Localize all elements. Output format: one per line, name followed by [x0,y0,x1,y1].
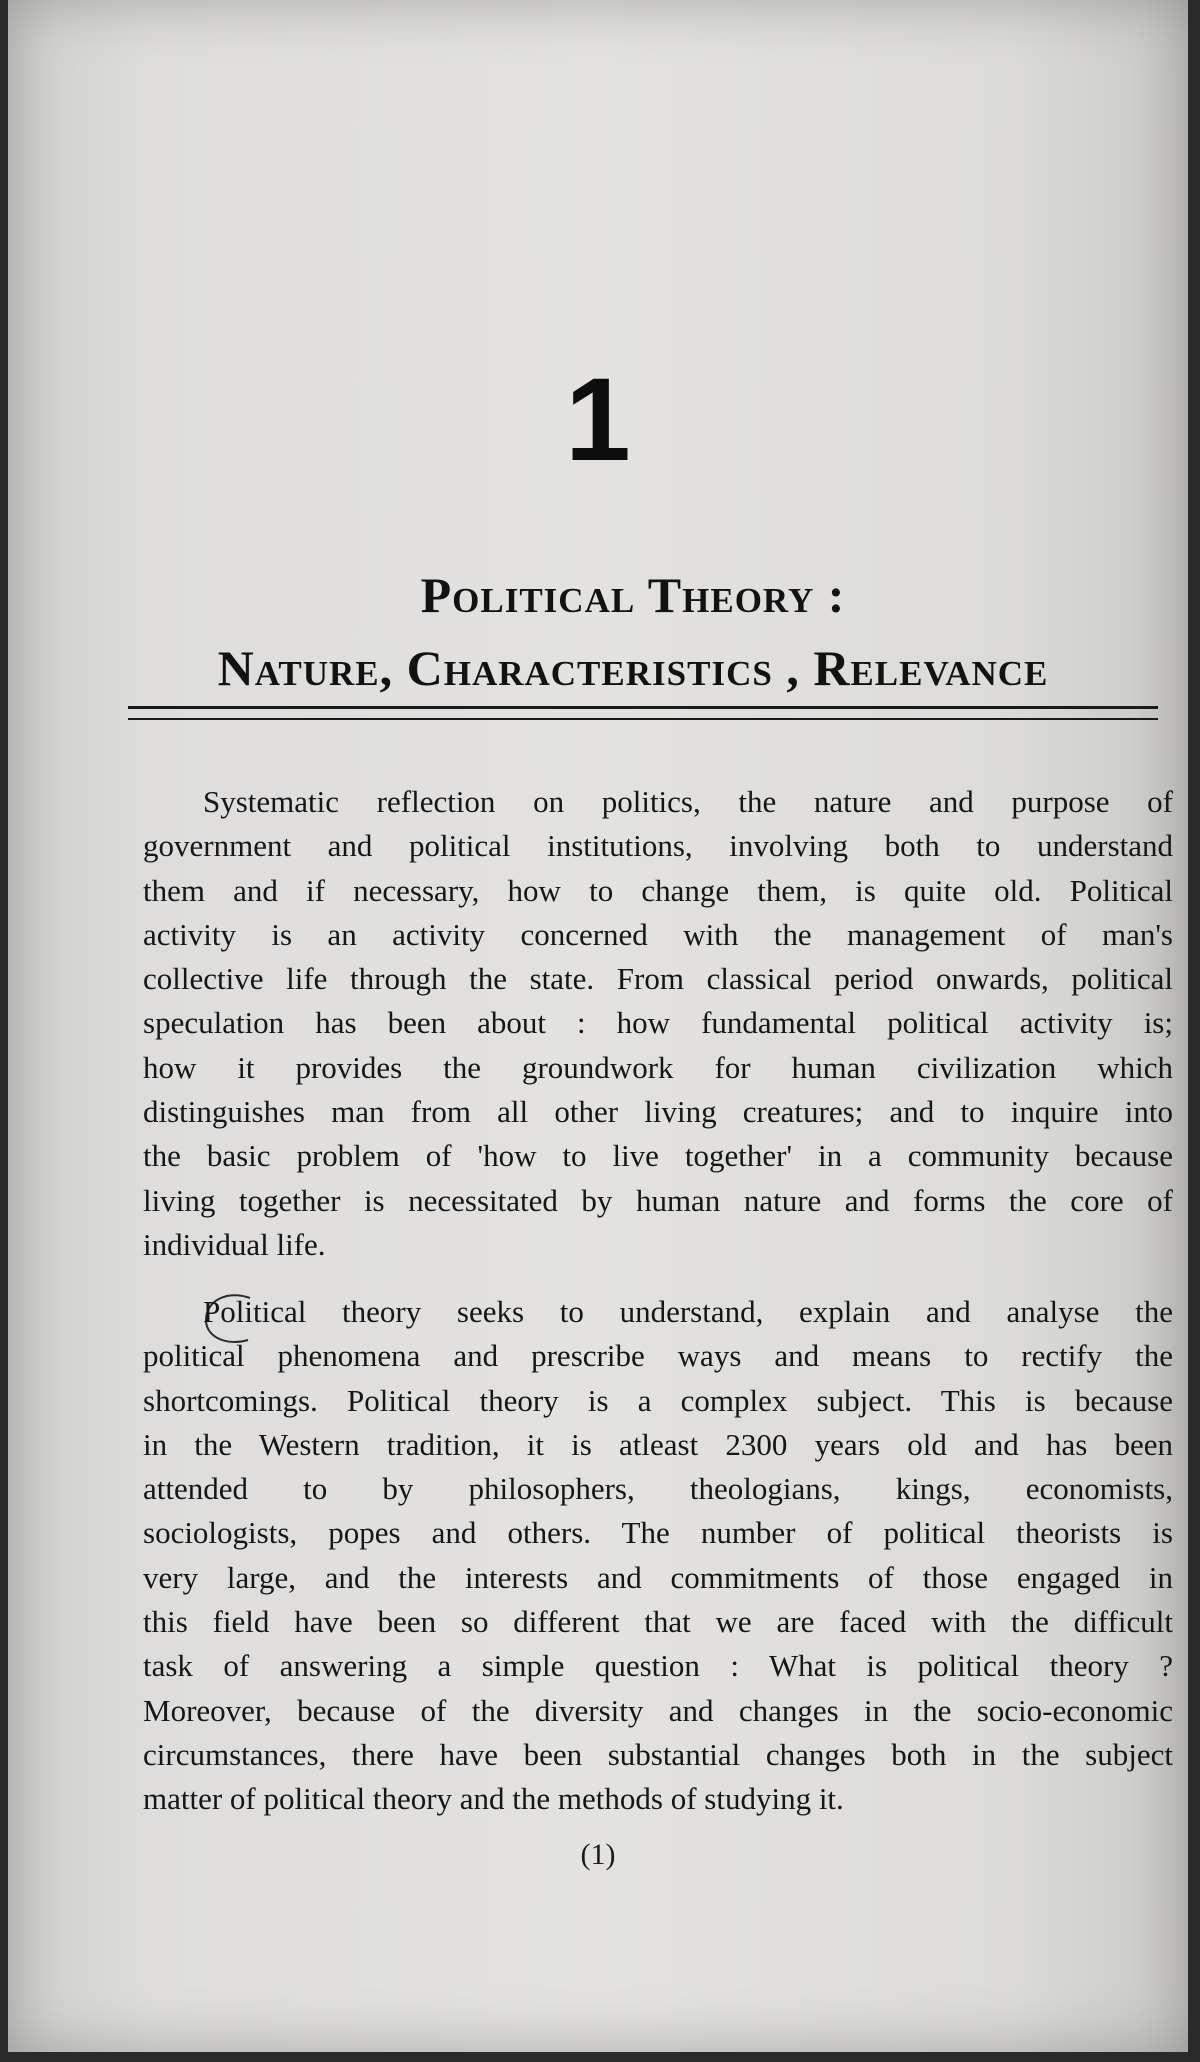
paragraph-line: in the Western tradition, it is atleast 2300 years old and has been [143,1426,1173,1462]
paragraph-line: political phenomena and prescribe ways and means to rectify the [143,1338,1173,1374]
paragraph-line: how it provides the groundwork for human civilization which [143,1049,1173,1085]
paragraph-line: task of answering a simple question : What is political theory ? [143,1648,1173,1684]
paragraph-line: this field have been so different that we are faced with the difficult [143,1604,1173,1640]
paragraph-line: attended to by philosophers, theologians, kings, economists, [143,1471,1173,1507]
paragraph-line: Systematic reflection on politics, the nature and purpose of [203,784,1173,819]
paragraph-line: living together is necessitated by human nature and forms the core of [143,1182,1173,1218]
chapter-number: 1 [565,354,631,486]
title-rule-top [128,706,1158,709]
paragraph-line: speculation has been about : how fundamental political activity is; [143,1005,1173,1041]
paragraph-line: them and if necessary, how to change them, is quite old. Political [143,872,1173,908]
paragraph-line: sociologists, popes and others. The number of political theorists is [143,1515,1173,1551]
paragraph-line: Moreover, because of the diversity and changes in the socio-economic [143,1692,1173,1728]
paragraph-line: individual life. [143,1226,326,1262]
paragraph-line: very large, and the interests and commitments of those engaged in [143,1559,1173,1595]
title-rule-bottom [128,718,1158,720]
paragraph-2 [143,1290,1173,1822]
show-through-text [128,110,1128,154]
chapter-title-line-1: Political Theory : [420,567,846,623]
paragraph-line: distinguishes man from all other living creatures; and to inquire into [143,1094,1173,1130]
chapter-title-line-2: Nature, Characteristics , Relevance [217,640,1049,696]
paragraph-1 [143,780,1173,1267]
page-number: (1) [580,1838,616,1871]
paragraph-line: shortcomings. Political theory is a complex subject. This is because [143,1382,1173,1418]
paragraph-line: government and political institutions, involving both to understand [143,828,1173,864]
paragraph-line: activity is an activity concerned with the management of man's [143,916,1173,952]
paragraph-line: matter of political theory and the methods of studying it. [143,1781,844,1817]
book-page [8,0,1188,2052]
paragraph-line: the basic problem of 'how to live together' in a community because [143,1138,1173,1174]
paragraph-line: collective life through the state. From classical period onwards, political [143,961,1173,997]
paragraph-line: circumstances, there have been substantial changes both in the subject [143,1736,1173,1772]
paragraph-line: Political theory seeks to understand, explain and analyse the [203,1294,1173,1329]
